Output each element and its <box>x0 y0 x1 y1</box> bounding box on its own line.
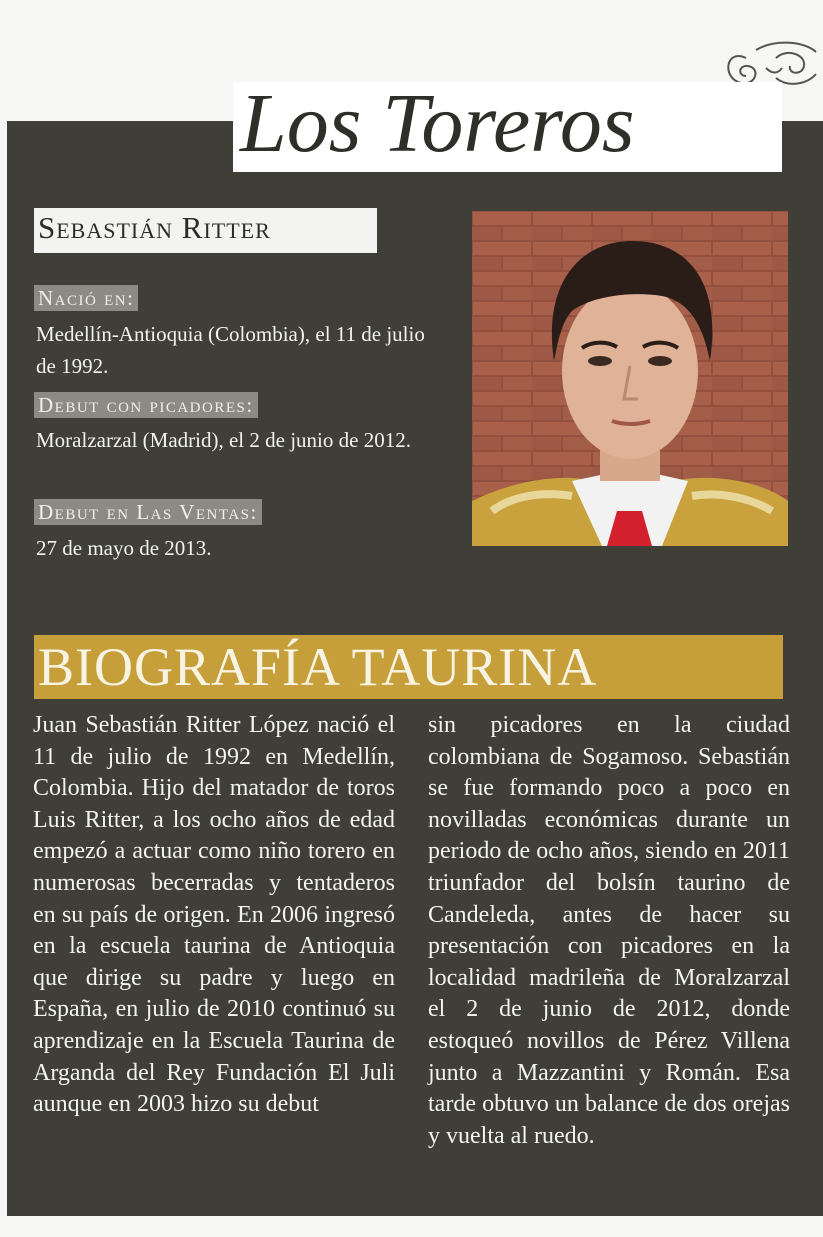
born-label: Nació en: <box>34 285 138 311</box>
debut-ventas-label: Debut en Las Ventas: <box>34 499 262 525</box>
portrait-photo <box>472 211 788 546</box>
bottom-margin <box>0 1216 823 1237</box>
biography-heading: BIOGRAFÍA TAURINA <box>38 637 598 697</box>
biography-column-right: sin picadores en la ciudad colombiana de Sogamoso. Sebastián se fue formando poco a poco en novilladas económicas durante un periodo de ocho años, siendo en 2011 triunfador del bolsín taurino de Candeleda, antes de hacer su presentación con picadores en la localidad madrileña de Moralzarzal el 2 de junio de 2012, donde estoqueó novillos de Pérez Villena junto a Mazzantini y Román. Esa tarde obtuvo un balance de dos orejas y vuelta al ruedo. <box>428 712 790 1149</box>
page-title: Los Toreros <box>240 77 635 170</box>
portrait-illustration <box>472 211 788 546</box>
torero-name: Sebastián Ritter <box>38 210 271 245</box>
debut-picadores-label: Debut con picadores: <box>34 392 258 418</box>
biography-column-left: Juan Sebastián Ritter López nació el 11 de julio de 1992 en Medellín, Colombia. Hijo del matador de toros Luis Ritter, a los ocho años de edad empezó a actuar como niño torero en numerosas becerradas y tentaderos en su país de origen. En 2006 ingresó en la escuela taurina de Antioquia que dirige su padre y luego en España, en julio de 2010 continuó su aprendizaje en la Escuela Taurina de Arganda del Rey Fundación El Juli aunque en 2003 hizo su debut <box>33 712 395 1118</box>
debut-ventas-value: 27 de mayo de 2013. <box>36 536 212 560</box>
born-value: Medellín-Antioquia (Colombia), el 11 de julio de 1992. <box>36 322 425 378</box>
debut-picadores-value: Moralzarzal (Madrid), el 2 de junio de 2012. <box>36 428 411 452</box>
